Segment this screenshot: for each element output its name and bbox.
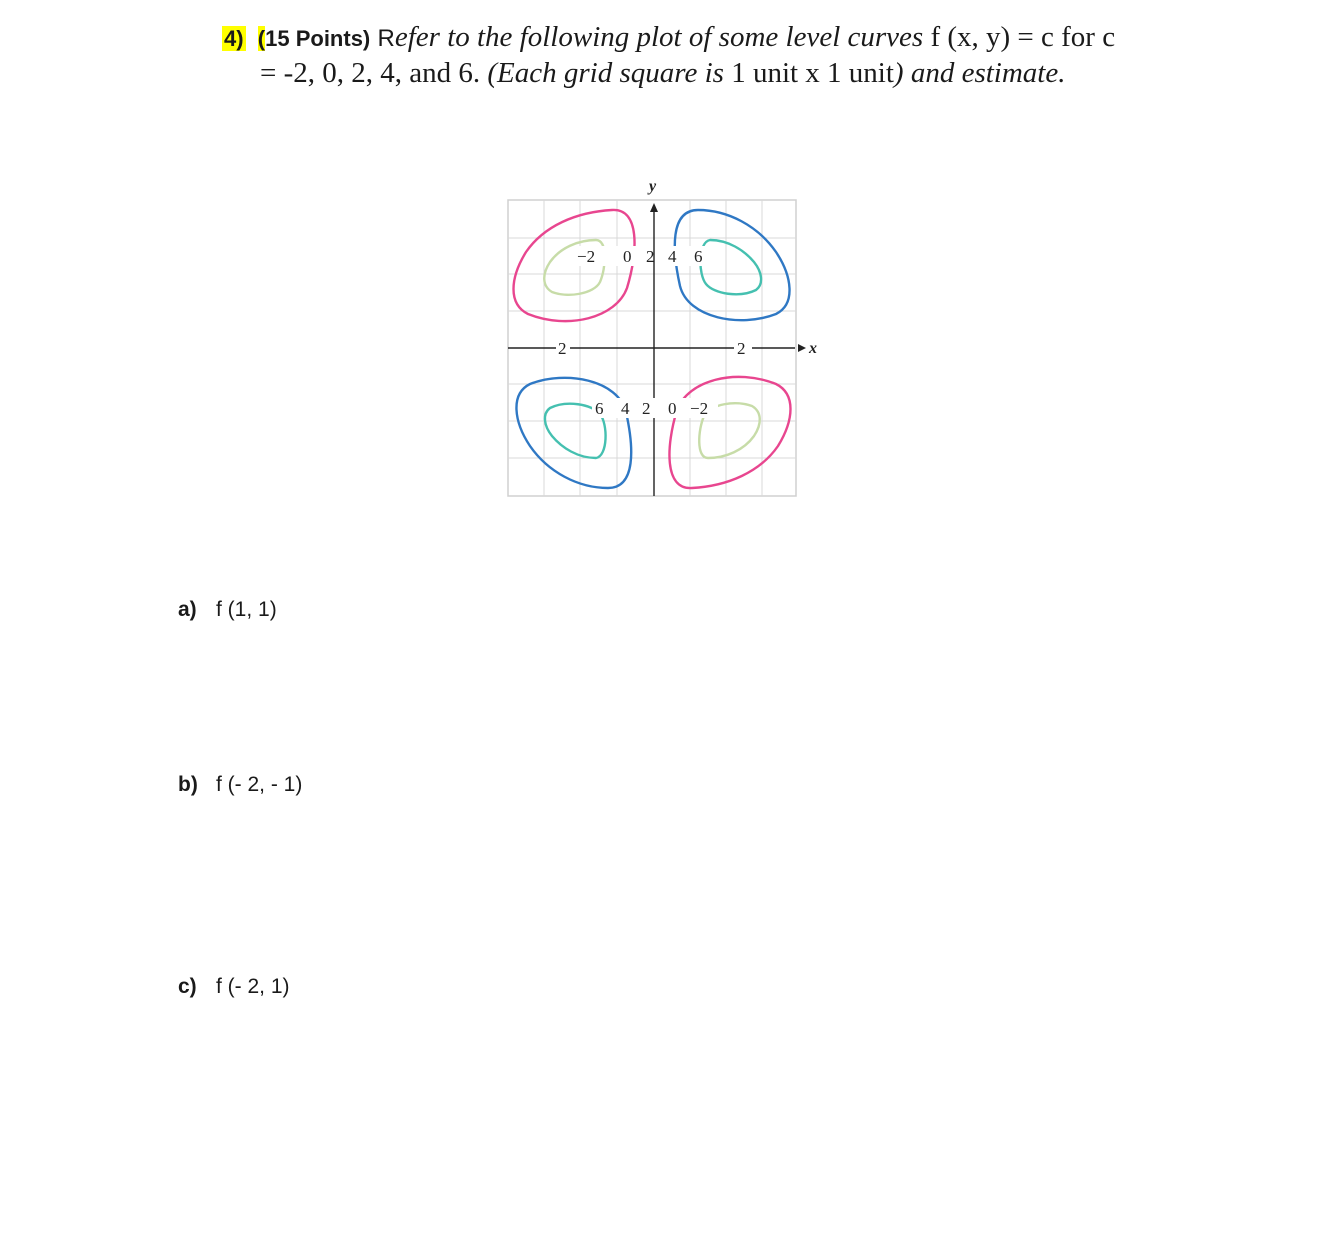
question-text-roman-2: = -2, 0, 2, 4, and 6. — [260, 57, 488, 89]
part-c-letter: c) — [178, 975, 197, 998]
question-line-1 — [222, 20, 1222, 56]
level-label-top-right-1: 2 — [646, 247, 655, 266]
question-text-roman-3: 1 unit x 1 unit — [731, 57, 894, 89]
part-a-expression: f (1, 1) — [216, 598, 277, 621]
question-number: 4) — [224, 26, 244, 51]
question-text-r: R — [377, 25, 395, 52]
y-axis-label: y — [649, 178, 657, 195]
part-b-letter: b) — [178, 773, 198, 796]
part-a-letter: a) — [178, 598, 197, 621]
question-text-italic-3: ) and estimate. — [893, 57, 1066, 89]
question-text-italic-1: efer to the following plot of some level curves — [394, 21, 931, 53]
part-c — [178, 975, 290, 999]
level-label-top-left-1: −2 — [577, 247, 596, 266]
x-axis-arrow — [798, 344, 806, 352]
part-a — [178, 598, 277, 622]
level-label-top-right-3: 6 — [694, 247, 703, 266]
level-curves-figure — [500, 170, 830, 510]
question-text-italic-2: (Each grid square is — [487, 57, 732, 89]
level-curves-plot — [500, 170, 830, 510]
level-curve-6-quadrant-3 — [516, 378, 631, 488]
x-tick-label-left: 2 — [558, 339, 567, 358]
part-b-expression: f (- 2, - 1) — [216, 773, 303, 796]
level-label-top-right-2: 4 — [668, 247, 677, 266]
points-open: ( — [257, 26, 266, 51]
part-b — [178, 773, 302, 797]
level-label-bottom-left-2: 4 — [621, 399, 630, 418]
level-label-bottom-right-3: −2 — [690, 399, 709, 418]
x-axis-label: x — [809, 340, 817, 357]
x-tick-label-right: 2 — [737, 339, 746, 358]
y-axis-arrow — [650, 203, 658, 212]
level-label-bottom-right-2: 0 — [668, 399, 677, 418]
question-text-roman-1: f (x, y) = c for c — [930, 21, 1116, 53]
question-line-2 — [222, 56, 1222, 90]
question-4 — [222, 20, 1222, 90]
level-label-bottom-right-1: 2 — [642, 399, 651, 418]
level-label-top-left-2: 0 — [623, 247, 632, 266]
points-label: 15 Points) — [265, 26, 371, 51]
part-c-expression: f (- 2, 1) — [216, 975, 290, 998]
level-label-bottom-left-1: 6 — [595, 399, 604, 418]
level-curve-minus-2-quadrant-4 — [669, 377, 790, 488]
